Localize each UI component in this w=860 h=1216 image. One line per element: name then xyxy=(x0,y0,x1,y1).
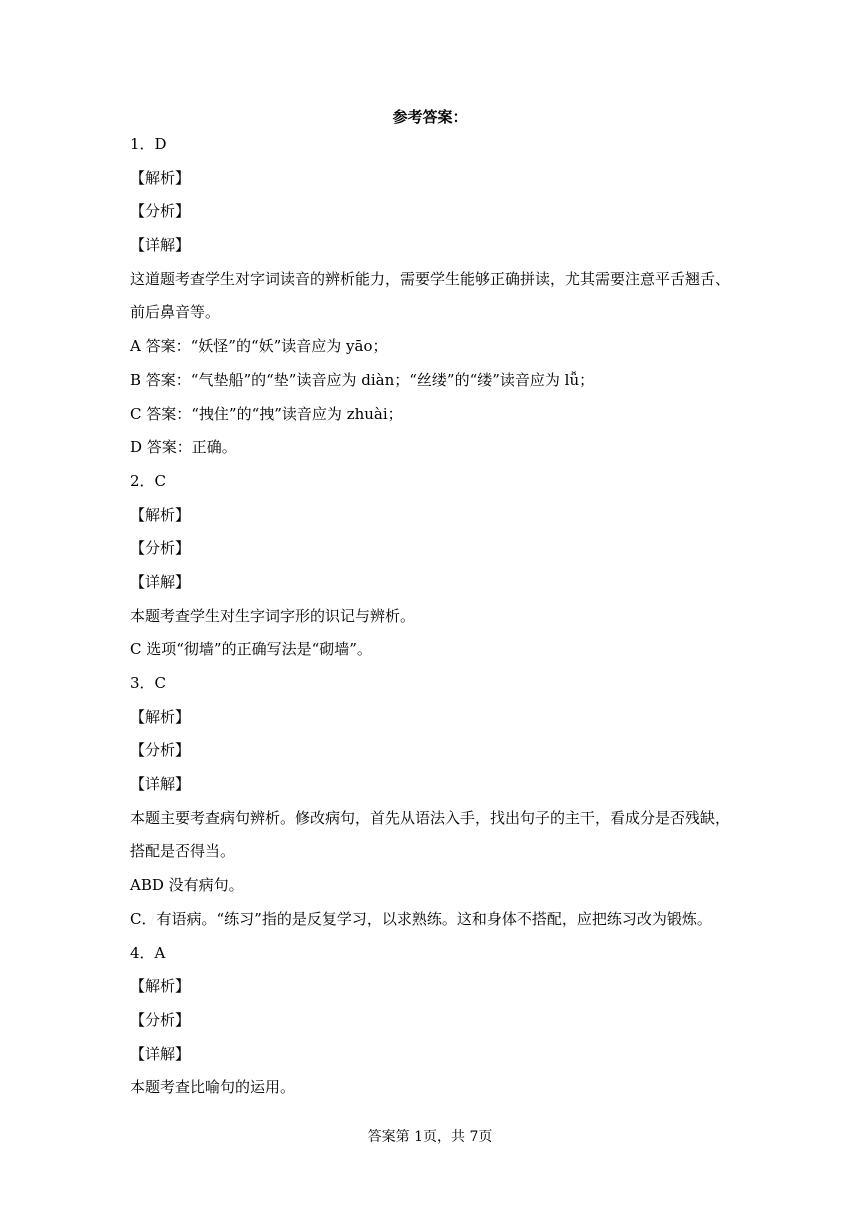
text-line: 【解析】 xyxy=(130,168,191,187)
text-line: 【分析】 xyxy=(130,539,191,558)
text-line: ABD 没有病句。 xyxy=(130,876,244,895)
text-line: C．有语病。“练习”指的是反复学习，以求熟练。这和身体不搭配，应把练习改为锻炼。 xyxy=(130,909,712,928)
answer-content xyxy=(130,132,730,1109)
text-line: 【详解】 xyxy=(130,775,191,794)
text-line: 【分析】 xyxy=(130,741,191,760)
text-line: 这道题考查学生对字词读音的辨析能力，需要学生能够正确拼读，尤其需要注意平舌翘舌、 xyxy=(130,269,731,288)
text-line: C 答案：“拽住”的“拽”读音应为 zhuài； xyxy=(130,404,403,423)
text-line: 前后鼻音等。 xyxy=(130,303,221,322)
text-line: 【分析】 xyxy=(130,1010,191,1029)
text-line: 【解析】 xyxy=(130,707,191,726)
text-line: 2．C xyxy=(130,471,167,490)
text-line: 1．D xyxy=(130,135,167,153)
page-footer: 答案第 1页，共 7页 xyxy=(367,1129,493,1145)
text-line: B 答案：“气垫船”的“垫”读音应为 diàn；“丝缕”的“缕”读音应为 lǚ； xyxy=(130,370,595,389)
text-line: 3．C xyxy=(130,674,167,692)
text-line: 本题考查学生对生字词字形的识记与辨析。 xyxy=(130,606,416,625)
text-line: A 答案：“妖怪”的“妖”读音应为 yāo； xyxy=(130,337,388,356)
text-line: C 选项“彻墙”的正确写法是“砌墙”。 xyxy=(130,640,372,659)
page-title: 参考答案： xyxy=(392,108,468,126)
text-line: 【详解】 xyxy=(130,236,191,255)
text-line: 【分析】 xyxy=(130,202,191,221)
text-line: 【解析】 xyxy=(130,977,191,996)
text-line: D 答案：正确。 xyxy=(130,438,237,457)
text-line: 搭配是否得当。 xyxy=(130,842,236,861)
text-line: 【解析】 xyxy=(130,505,191,524)
text-line: 本题主要考查病句辨析。修改病句，首先从语法入手，找出句子的主干，看成分是否残缺， xyxy=(130,808,731,827)
text-line: 【详解】 xyxy=(130,1044,191,1063)
text-line: 本题考查比喻句的运用。 xyxy=(130,1078,296,1097)
text-line: 【详解】 xyxy=(130,572,191,591)
text-line: 4．A xyxy=(130,943,166,962)
